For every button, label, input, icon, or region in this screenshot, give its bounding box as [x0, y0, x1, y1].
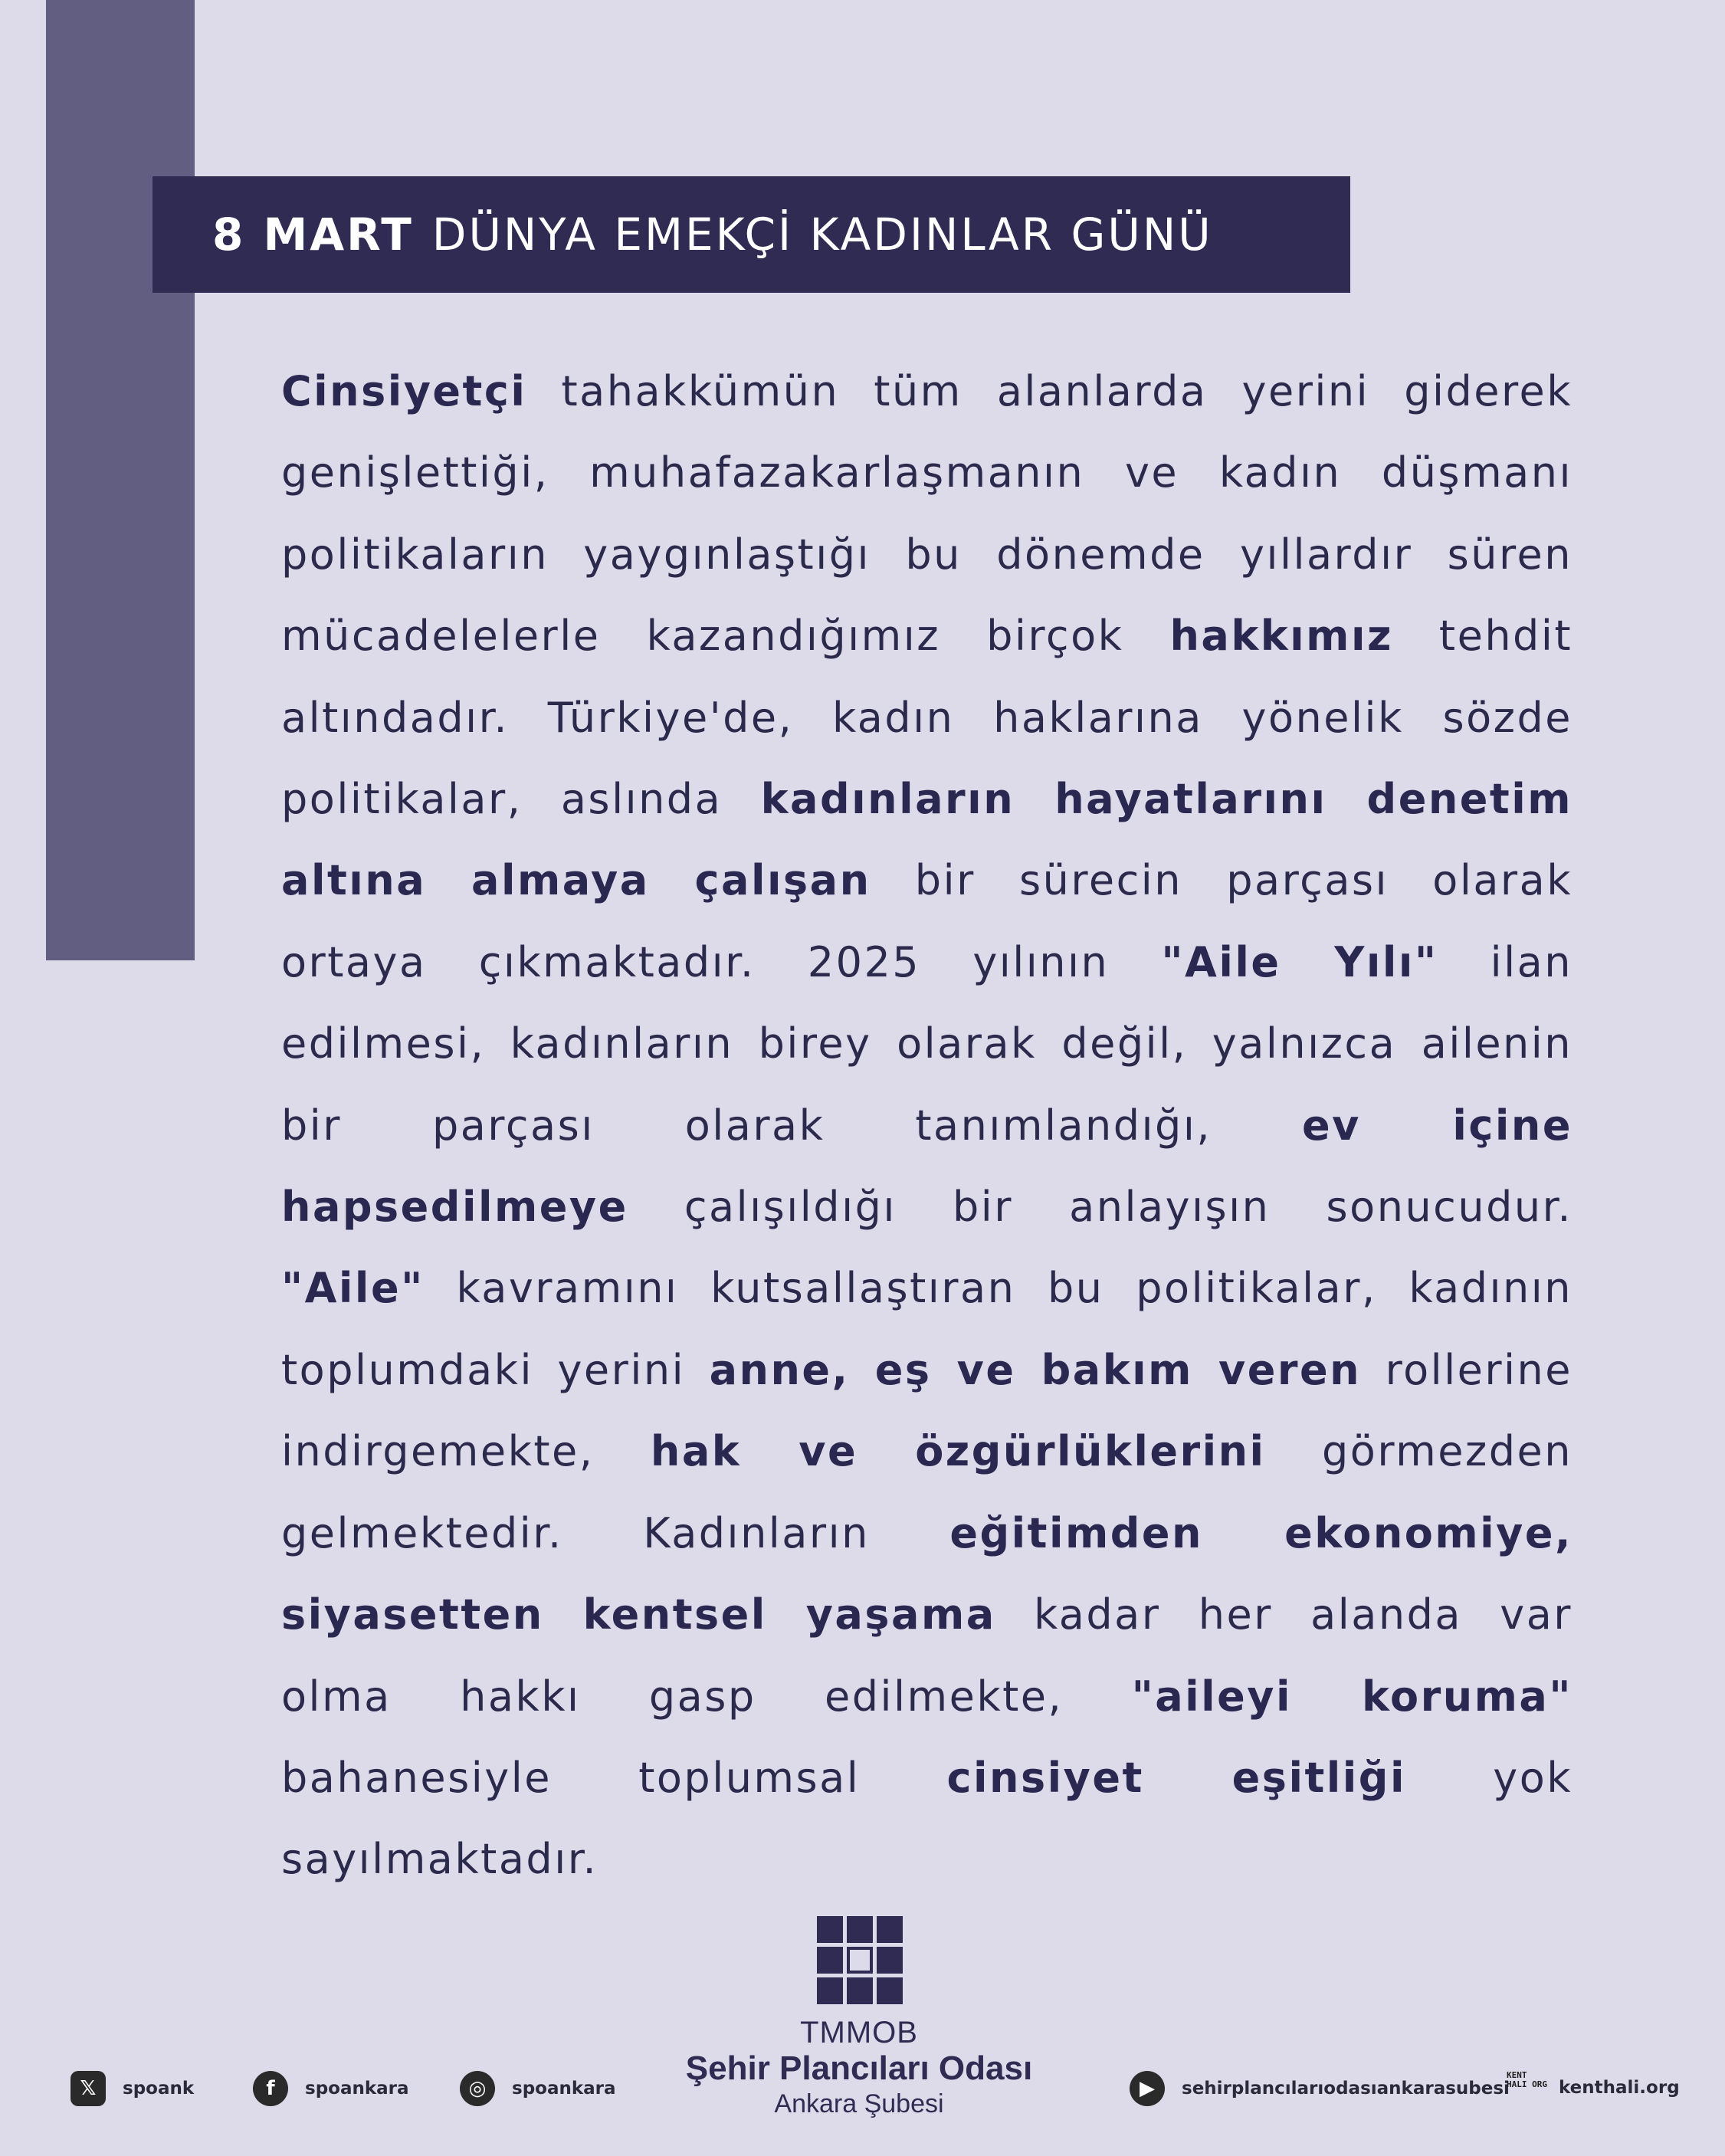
social-handle: spoank — [123, 2079, 195, 2099]
social-instagram-link[interactable] — [460, 2071, 616, 2106]
body-text-segment: kadar her alanda var olma hakkı gasp edilmekte, — [281, 1590, 1573, 1721]
org-line-1: TMMOB — [800, 2016, 918, 2049]
social-handle: kenthali.org — [1559, 2078, 1680, 2098]
emphasis-text: "aileyi koruma" — [1131, 1672, 1573, 1721]
title-bold: 8 MART — [212, 208, 414, 261]
emphasis-text: ev içine hapsedilmeye — [281, 1101, 1573, 1232]
emphasis-text: kadınların hayatlarını denetim altına almaya çalışan — [281, 775, 1573, 905]
emphasis-text: Cinsiyetçi — [281, 367, 527, 415]
emphasis-text: cinsiyet eşitliği — [946, 1753, 1406, 1802]
emphasis-text: anne, eş ve bakım veren — [709, 1345, 1362, 1394]
social-handle: sehirplancılarıodasıankarasubesi — [1182, 2079, 1510, 2099]
facebook-icon: f — [253, 2071, 288, 2106]
kenthali-logo-icon: KENT HALI ORG — [1507, 2070, 1547, 2089]
social-facebook-link[interactable] — [253, 2071, 409, 2106]
social-handle: spoankara — [305, 2079, 409, 2099]
body-text-segment: ilan edilmesi, kadınların birey olarak değil, yalnızca ailenin bir parçası olarak tanımlandığı, — [281, 937, 1573, 1150]
body-text-segment: bir sürecin parçası olarak ortaya çıkmaktadır. 2025 yılının — [281, 856, 1573, 986]
org-line-2: Şehir Plancıları Odası — [685, 2049, 1033, 2087]
body-text-segment: bahanesiyle toplumsal — [281, 1753, 947, 1802]
x-icon: 𝕏 — [71, 2071, 106, 2106]
emphasis-text: eğitimden ekonomiye, siyasetten kentsel yaşama — [281, 1508, 1573, 1639]
body-text-segment: kavramını kutsallaştıran bu politikalar, kadının toplumdaki yerini — [281, 1264, 1573, 1394]
footer — [0, 1901, 1725, 2156]
decorative-side-bar — [46, 0, 195, 960]
emphasis-text: "Aile" — [281, 1264, 425, 1313]
body-text-segment: tehdit altındadır. Türkiye'de, kadın haklarına yönelik sözde politikalar, aslında — [281, 612, 1573, 824]
social-youtube-link[interactable] — [1130, 2071, 1510, 2106]
title-text: DÜNYA EMEKÇİ KADINLAR GÜNÜ — [431, 208, 1213, 261]
org-line-3: Ankara Şubesi — [774, 2089, 944, 2118]
youtube-icon: ▶ — [1130, 2071, 1165, 2106]
emphasis-text: "Aile Yılı" — [1161, 937, 1438, 986]
body-text-segment: yok sayılmaktadır. — [281, 1753, 1573, 1884]
instagram-icon: ◎ — [460, 2071, 495, 2106]
body-text-segment: rollerine indirgemekte, — [281, 1345, 1573, 1476]
body-text-segment: görmezden gelmektedir. Kadınların — [281, 1427, 1573, 1557]
tmmob-logo-icon — [817, 1916, 903, 2004]
emphasis-text: hak ve özgürlüklerini — [650, 1427, 1266, 1476]
statement-body — [281, 351, 1573, 1901]
social-kenthali-link[interactable] — [1507, 2071, 1680, 2105]
social-handle: spoankara — [512, 2079, 616, 2099]
title-banner — [152, 176, 1350, 293]
social-x-link[interactable] — [71, 2071, 194, 2106]
emphasis-text: hakkımız — [1169, 612, 1393, 661]
body-text-segment: tahakkümün tüm alanlarda yerini giderek genişlettiği, muhafazakarlaşmanın ve kadın düşmanı politikaların yaygınlaştığı bu dönemde yıllardır süren mücadelelerle kazandığımız birçok — [281, 367, 1573, 661]
body-text-segment: çalışıldığı bir anlayışın sonucudur. — [628, 1183, 1573, 1232]
